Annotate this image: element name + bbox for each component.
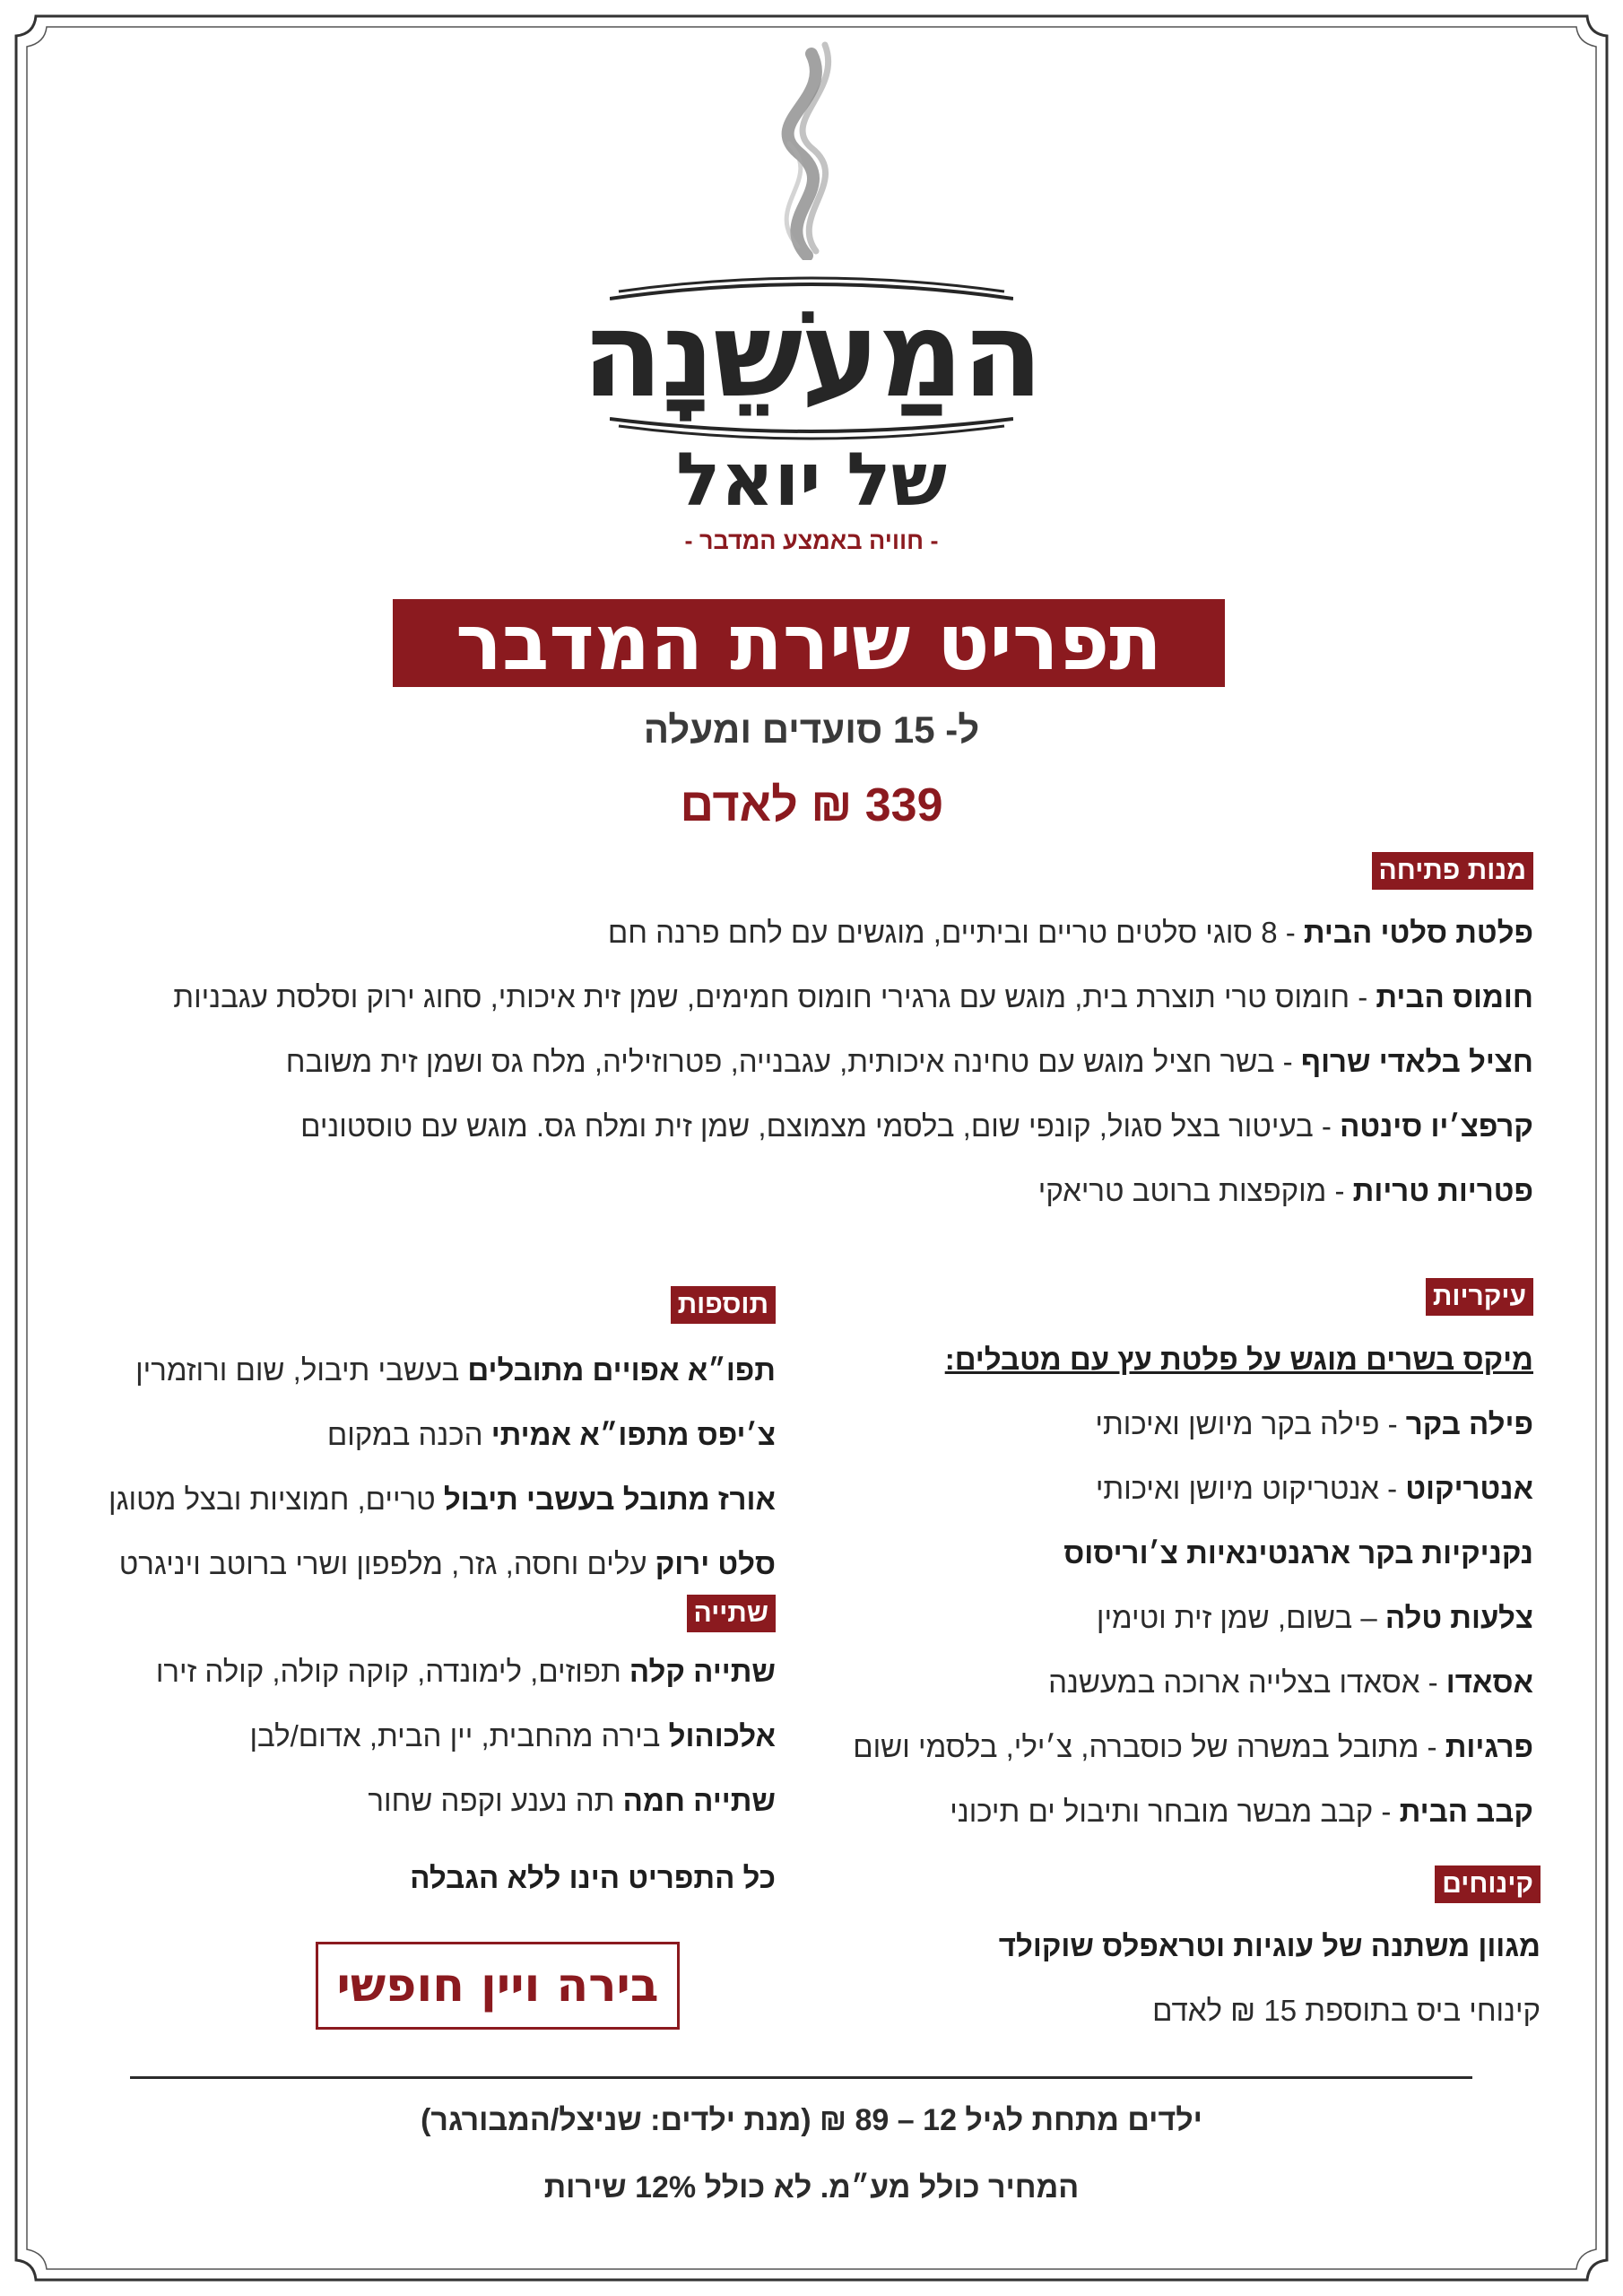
list-item: שתייה קלה תפוזים, לימונדה, קוקה קולה, קולה זירו xyxy=(155,1655,776,1688)
price-per-person: 339 ₪ לאדם xyxy=(680,779,943,831)
tagline: - חוויה באמצע המדבר - xyxy=(684,527,939,554)
list-item: פטריות טריות - מוקפצות ברוטב טריאקי xyxy=(1037,1174,1533,1207)
logo-title: המַעשֵׁנָה xyxy=(581,286,1042,424)
desserts-main: מגוון משתנה של עוגיות וטראפלס שוקולד xyxy=(998,1929,1541,1962)
list-item: צלעות טלה – בשום, שמן זית וטימין xyxy=(1096,1601,1533,1634)
list-item: אלכוהול בירה מהחבית, יין הבית, אדום/לבן xyxy=(249,1719,776,1752)
list-item: אסאדו - אסאדו בצלייה ארוכה במעשנה xyxy=(1048,1665,1533,1699)
list-item: פרגיות - מתובל במשרה של כוסברה, צ׳ילי, בלסמי ושום xyxy=(853,1730,1533,1763)
list-item: פלטת סלטי הבית - 8 סוגי סלטים טריים וביתיים, מוגשים עם לחם פרנה חם xyxy=(607,916,1533,949)
logo-owner: של יואל xyxy=(676,438,947,523)
list-item: אנטריקוט - אנטריקוט מיושן ואיכותי xyxy=(1095,1472,1533,1505)
list-item: קבב הבית - קבב מבשר מובחר ותיבול ים תיכוני xyxy=(950,1795,1533,1828)
list-item: אורז מתובל בעשבי תיבול טריים, חמוציות ובצל מטוגן xyxy=(108,1483,776,1516)
drinks-heading: שתייה xyxy=(687,1595,776,1632)
list-item: נקניקיות בקר ארגנטינאיות צ׳וריסוס xyxy=(1063,1536,1533,1570)
menu-title: תפריט שירת המדבר xyxy=(393,599,1225,687)
smoke-graphic xyxy=(735,36,870,260)
divider xyxy=(130,2076,1472,2079)
free-drinks-box: בירה ויין חופשי xyxy=(316,1942,680,2030)
list-item: קרפצ׳יו סינטה - בעיטור בצל סגול, קונפי שום, בלסמי מצמוצם, שמן זית ומלח גס. מוגש עם טוסטונים xyxy=(300,1109,1533,1143)
list-item: צ׳יפס מתפו״א אמיתי הכנה במקום xyxy=(326,1418,776,1451)
desserts-heading: קינוחים xyxy=(1435,1866,1541,1903)
sides-heading: תוספות xyxy=(671,1286,776,1324)
kids-price: ילדים מתחת לגיל 12 – 89 ₪ (מנת ילדים: שניצל/המבורגר) xyxy=(421,2103,1202,2137)
desserts-extra: קינוחי ביס בתוספת 15 ₪ לאדם xyxy=(1152,1994,1541,2027)
min-guests: ל- 15 סועדים ומעלה xyxy=(643,709,980,751)
mains-intro: מיקס בשרים מוגש על פלטת עץ עם מטבלים: xyxy=(944,1343,1533,1376)
list-item: תפו״א אפויים מתובלים בעשבי תיבול, שום ורוזמרין xyxy=(135,1353,776,1387)
list-item: פילה בקר - פילה בקר מיושן ואיכותי xyxy=(1095,1407,1533,1440)
vat-note: המחיר כולל מע״מ. לא כולל 12% שירות xyxy=(543,2170,1080,2205)
list-item: חומוס הבית - חומוס טרי תוצרת בית, מוגש עם גרגירי חומוס חמימים, שמן זית איכותי, סחוג ירוק וסלסת עגבניות xyxy=(173,980,1533,1013)
mains-heading: עיקריות xyxy=(1426,1278,1533,1316)
list-item: חציל בלאדי שרוף - בשר חציל מוגש עם טחינה איכותית, עגבנייה, פטרוזיליה, מלח גס ושמן זית משובח xyxy=(285,1045,1533,1078)
list-item: סלט ירוק עלים וחסה, גזר, מלפפון ושרי ברוטב ויניגרט xyxy=(118,1547,776,1580)
starters-heading: מנות פתיחה xyxy=(1372,852,1533,890)
list-item: שתייה חמה תה נענע וקפה שחור xyxy=(368,1784,776,1817)
unlimited-note: כל התפריט הינו ללא הגבלה xyxy=(410,1861,776,1894)
